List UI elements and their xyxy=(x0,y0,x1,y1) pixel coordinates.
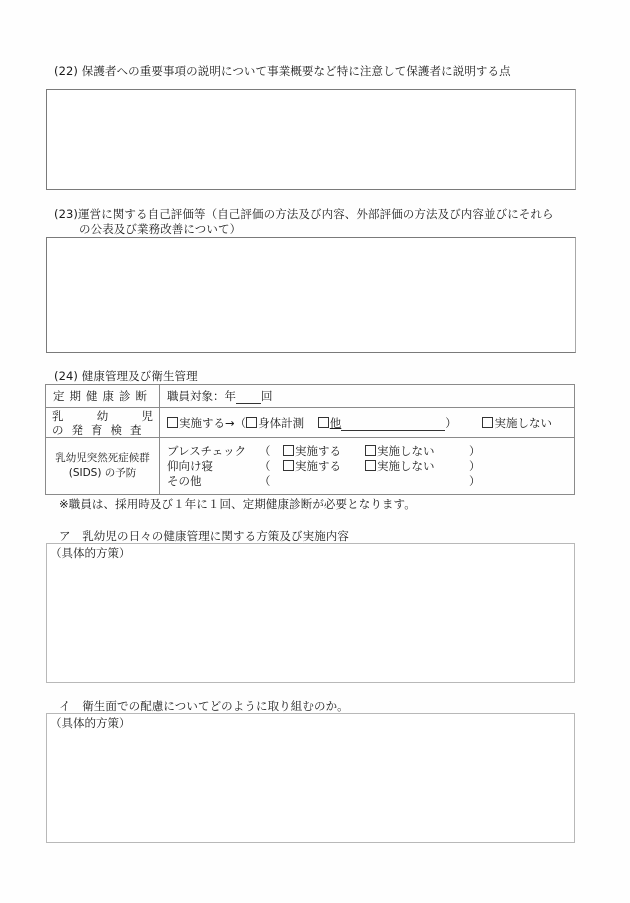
section-22-answer-box[interactable] xyxy=(46,89,576,190)
periodic-checkup-value: 職員対象：年 回 xyxy=(160,385,575,408)
section-23-answer-box[interactable] xyxy=(46,237,576,353)
breath-check-no-checkbox[interactable] xyxy=(365,445,376,456)
other-detail-field[interactable] xyxy=(341,418,445,431)
section-24-heading: (24) 健康管理及び衛生管理 xyxy=(54,369,198,383)
sids-options xyxy=(160,438,575,495)
implement-checkbox[interactable] xyxy=(167,417,178,428)
row-sids-prevention xyxy=(46,438,575,495)
breath-check-yes-checkbox[interactable] xyxy=(283,445,294,456)
infant-growth-options: 実施する→（ 身体計測 他 ） 実施しない xyxy=(160,408,575,438)
sids-item-other: その他 （ ） xyxy=(167,473,481,488)
label-sids-prevention: 乳幼児突然死症候群 (SIDS) の予防 xyxy=(46,438,160,495)
checkup-count-field[interactable] xyxy=(236,391,261,404)
sub-a-answer-box[interactable] xyxy=(46,543,575,683)
body-measure-checkbox[interactable] xyxy=(246,417,257,428)
row-infant-growth-check xyxy=(46,408,575,438)
section-23-heading-line1: (23)運営に関する自己評価等（自己評価の方法及び内容、外部評価の方法及び内容並びにそれら xyxy=(54,207,554,221)
not-implement-checkbox[interactable] xyxy=(482,417,493,428)
sub-i-answer-box[interactable] xyxy=(46,713,575,843)
health-management-table xyxy=(45,384,575,495)
sids-other-field[interactable] xyxy=(283,474,469,489)
sub-i-heading: イ 衛生面での配慮についてどのように取り組むのか。 xyxy=(59,699,349,713)
supine-sleep-no-checkbox[interactable] xyxy=(365,460,376,471)
supine-sleep-yes-checkbox[interactable] xyxy=(283,460,294,471)
other-checkbox[interactable] xyxy=(318,417,329,428)
section-22-heading: (22) 保護者への重要事項の説明について事業概要など特に注意して保護者に説明する点 xyxy=(54,64,511,78)
label-infant-growth-check: 乳 幼 児 の発育検査 xyxy=(46,408,160,438)
checkup-note: ※職員は、採用時及び１年に１回、定期健康診断が必要となります。 xyxy=(59,497,416,511)
sids-item-supine-sleep: 仰向け寝 （ 実施する 実施しない ） xyxy=(167,458,481,473)
sub-a-heading: ア 乳幼児の日々の健康管理に関する方策及び実施内容 xyxy=(59,529,349,543)
row-periodic-checkup xyxy=(46,385,575,408)
sub-i-box-label: （具体的方策） xyxy=(50,716,131,730)
sub-a-box-label: （具体的方策） xyxy=(50,546,131,560)
section-23-heading-line2: の公表及び業務改善について） xyxy=(79,222,242,236)
label-periodic-checkup: 定期健康診断 xyxy=(46,385,160,408)
sids-item-breath-check: ブレスチェック （ 実施する 実施しない ） xyxy=(167,443,481,458)
